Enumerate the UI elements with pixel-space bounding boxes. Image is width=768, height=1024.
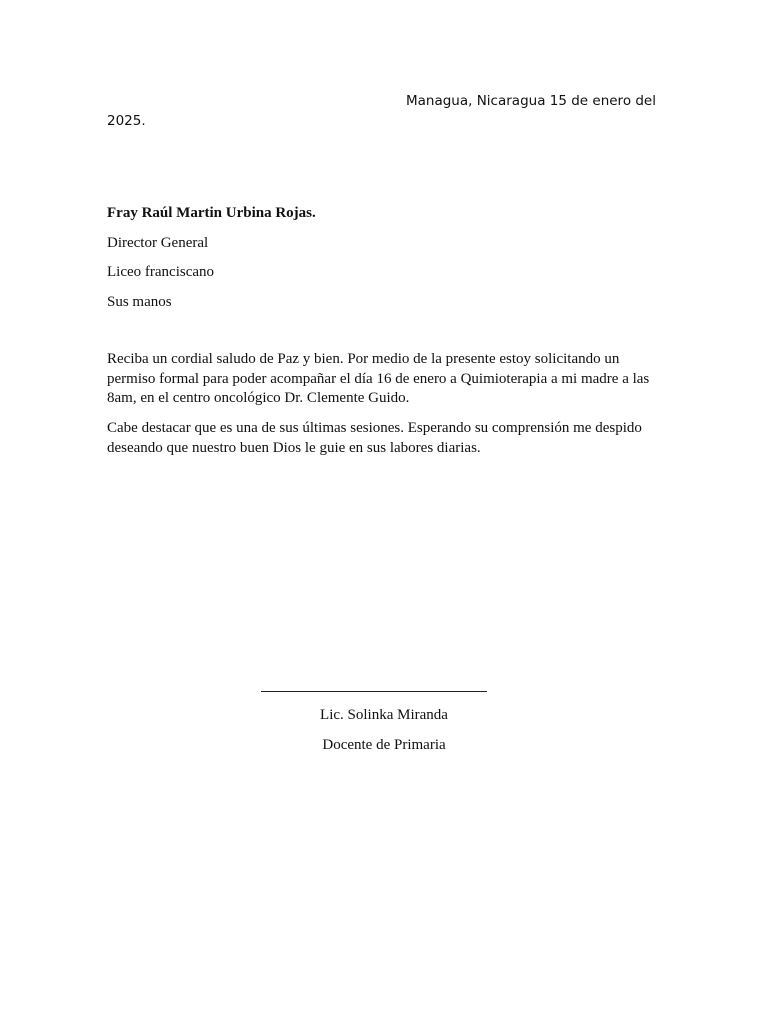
date-line: Managua, Nicaragua 15 de enero del [405,93,656,109]
recipient-title: Director General [107,235,209,251]
body-paragraph-request: Reciba un cordial saludo de Paz y bien. Por medio de la presente estoy solicitando un permiso formal para poder acompañar el día 16 de enero a Quimioterapia a mi madre a las 8am, en el centro oncológico Dr. Clemente Guido. [107,351,650,406]
recipient-name: Fray Raúl Martin Urbina Rojas. [107,205,316,221]
signer-name: Lic. Solinka Miranda [320,707,448,723]
date-year: 2025. [107,113,146,129]
signature-line [261,691,487,692]
recipient-institution: Liceo franciscano [107,264,215,280]
body-paragraph-closing: Cabe destacar que es una de sus últimas sesiones. Esperando su comprensión me despido deseando que nuestro buen Dios le guie en sus labores diarias. [107,420,642,456]
recipient-delivery-note: Sus manos [107,294,172,310]
signer-role: Docente de Primaria [322,737,446,753]
